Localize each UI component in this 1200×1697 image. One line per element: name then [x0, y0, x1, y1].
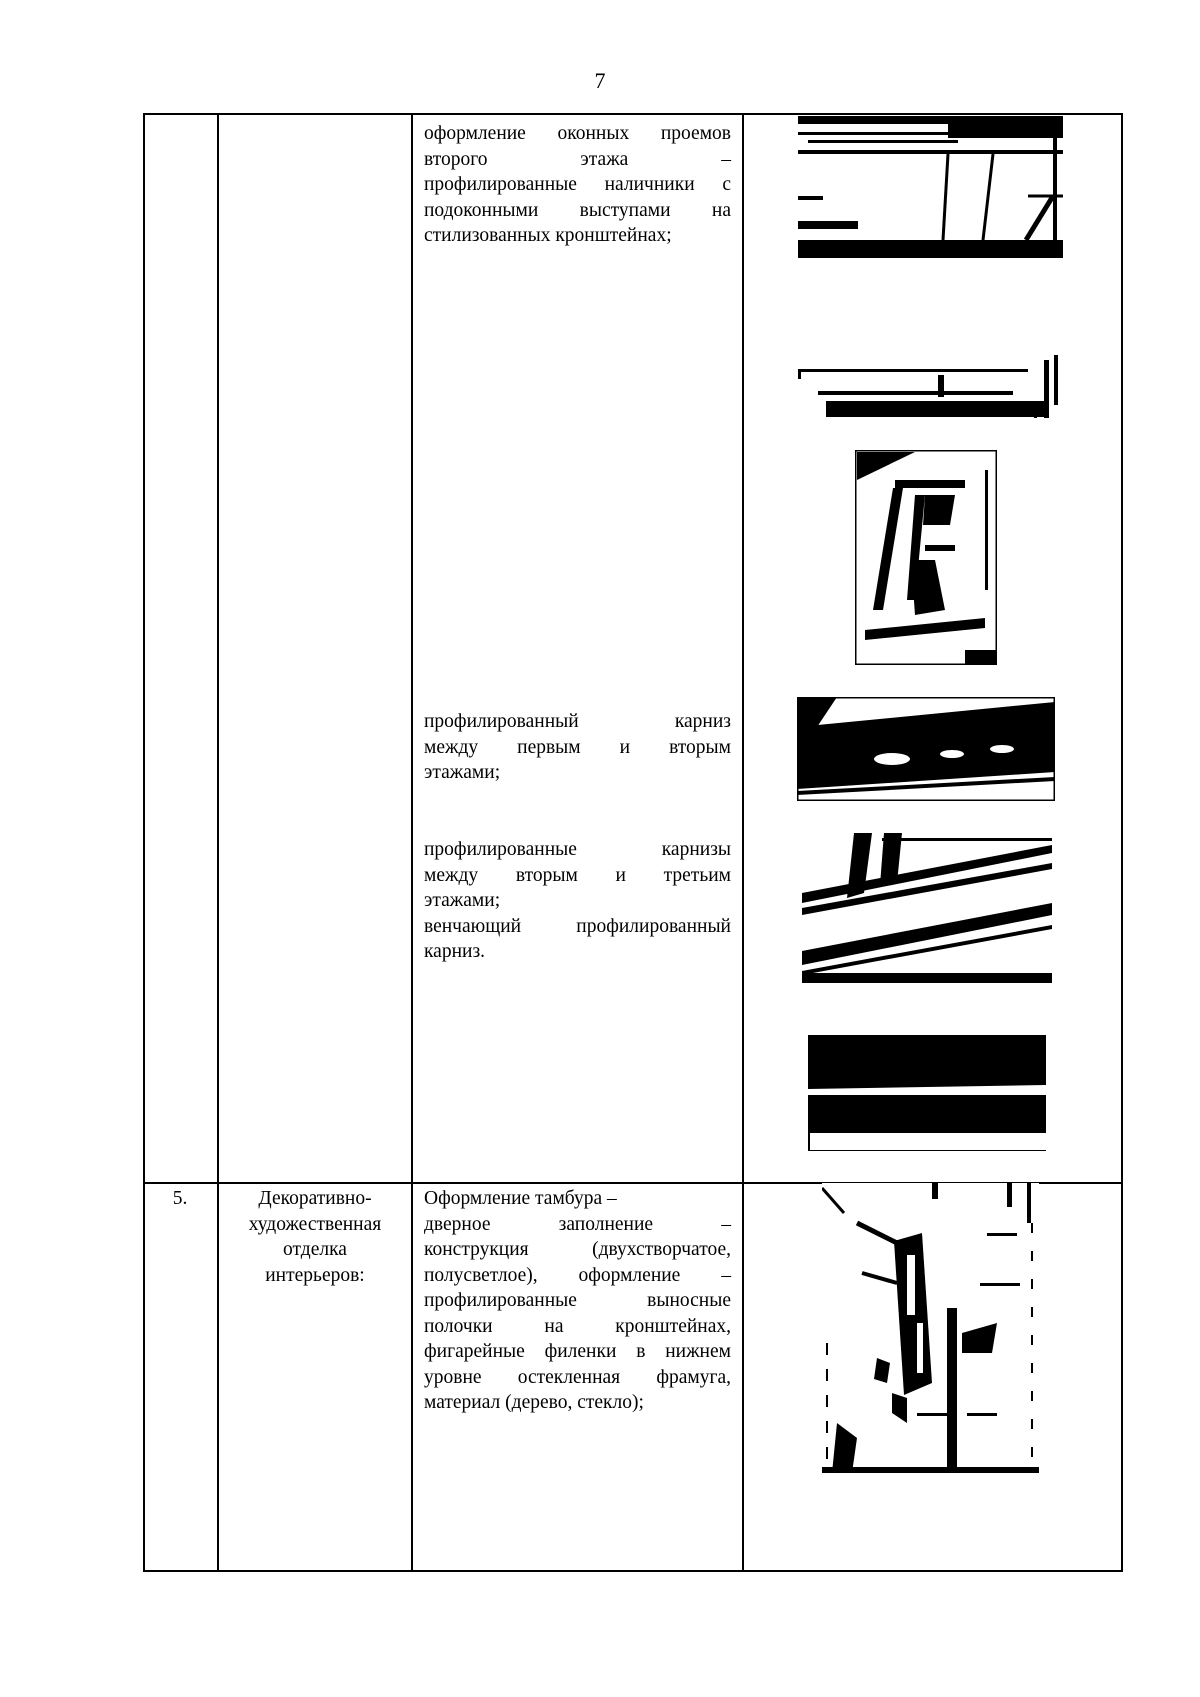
column-divider-1 — [217, 113, 219, 1572]
table-left-border — [143, 113, 145, 1572]
text-line: между вторым и третьим — [424, 864, 731, 886]
description-vestibule — [424, 1186, 731, 1416]
description-cornices-upper — [424, 837, 731, 965]
text-line: профилированные выносные — [424, 1290, 731, 1311]
table-bottom-border — [143, 1570, 1123, 1572]
row-number: 5. — [172, 1188, 188, 1209]
window-sill-photo — [798, 355, 1060, 418]
text-line: художественная — [248, 1213, 382, 1235]
text-line: Декоративно- — [258, 1188, 372, 1209]
text-line: профилированный карниз — [424, 711, 731, 732]
text-line: второго этажа – — [424, 148, 731, 170]
description-window-openings — [424, 121, 731, 249]
vestibule-door-photo — [822, 1183, 1039, 1473]
page-number: 7 — [594, 68, 606, 93]
text-line: оформление оконных проемов — [424, 123, 731, 144]
text-line: этажами; — [424, 762, 501, 783]
text-line: профилированные наличники с — [424, 174, 731, 195]
text-line: материал (дерево, стекло); — [424, 1392, 644, 1413]
text-line: фигарейные филенки в нижнем — [424, 1341, 731, 1362]
row-name — [222, 1186, 408, 1288]
crowning-cornice-photo — [808, 1035, 1046, 1151]
text-line: отделка — [283, 1239, 347, 1260]
text-line: Оформление тамбура – — [424, 1188, 617, 1209]
cornice-second-third-photo — [802, 833, 1052, 983]
column-divider-3 — [742, 113, 744, 1572]
text-line: полусветлое), оформление – — [424, 1264, 731, 1286]
text-line: этажами; — [424, 890, 501, 911]
text-line: конструкция (двухстворчатое, — [424, 1239, 731, 1260]
description-cornice-first-second — [424, 709, 731, 786]
text-line: дверное заполнение – — [424, 1213, 731, 1235]
window-frame-photo — [855, 450, 997, 665]
column-divider-2 — [411, 113, 413, 1572]
text-line: между первым и вторым — [424, 736, 731, 758]
text-line: подоконными выступами на — [424, 199, 731, 221]
text-line: стилизованных кронштейнах; — [424, 225, 672, 246]
text-line: интерьеров: — [265, 1264, 365, 1286]
text-line: профилированные карнизы — [424, 839, 731, 860]
text-line: венчающий профилированный — [424, 915, 731, 937]
text-line: карниз. — [424, 941, 486, 962]
text-line: уровне остекленная фрамуга, — [424, 1366, 731, 1388]
window-opening-photo — [798, 116, 1063, 258]
table-top-border — [143, 113, 1123, 115]
cornice-first-second-photo — [797, 697, 1055, 801]
table-right-border — [1121, 113, 1123, 1572]
text-line: полочки на кронштейнах, — [424, 1315, 731, 1337]
